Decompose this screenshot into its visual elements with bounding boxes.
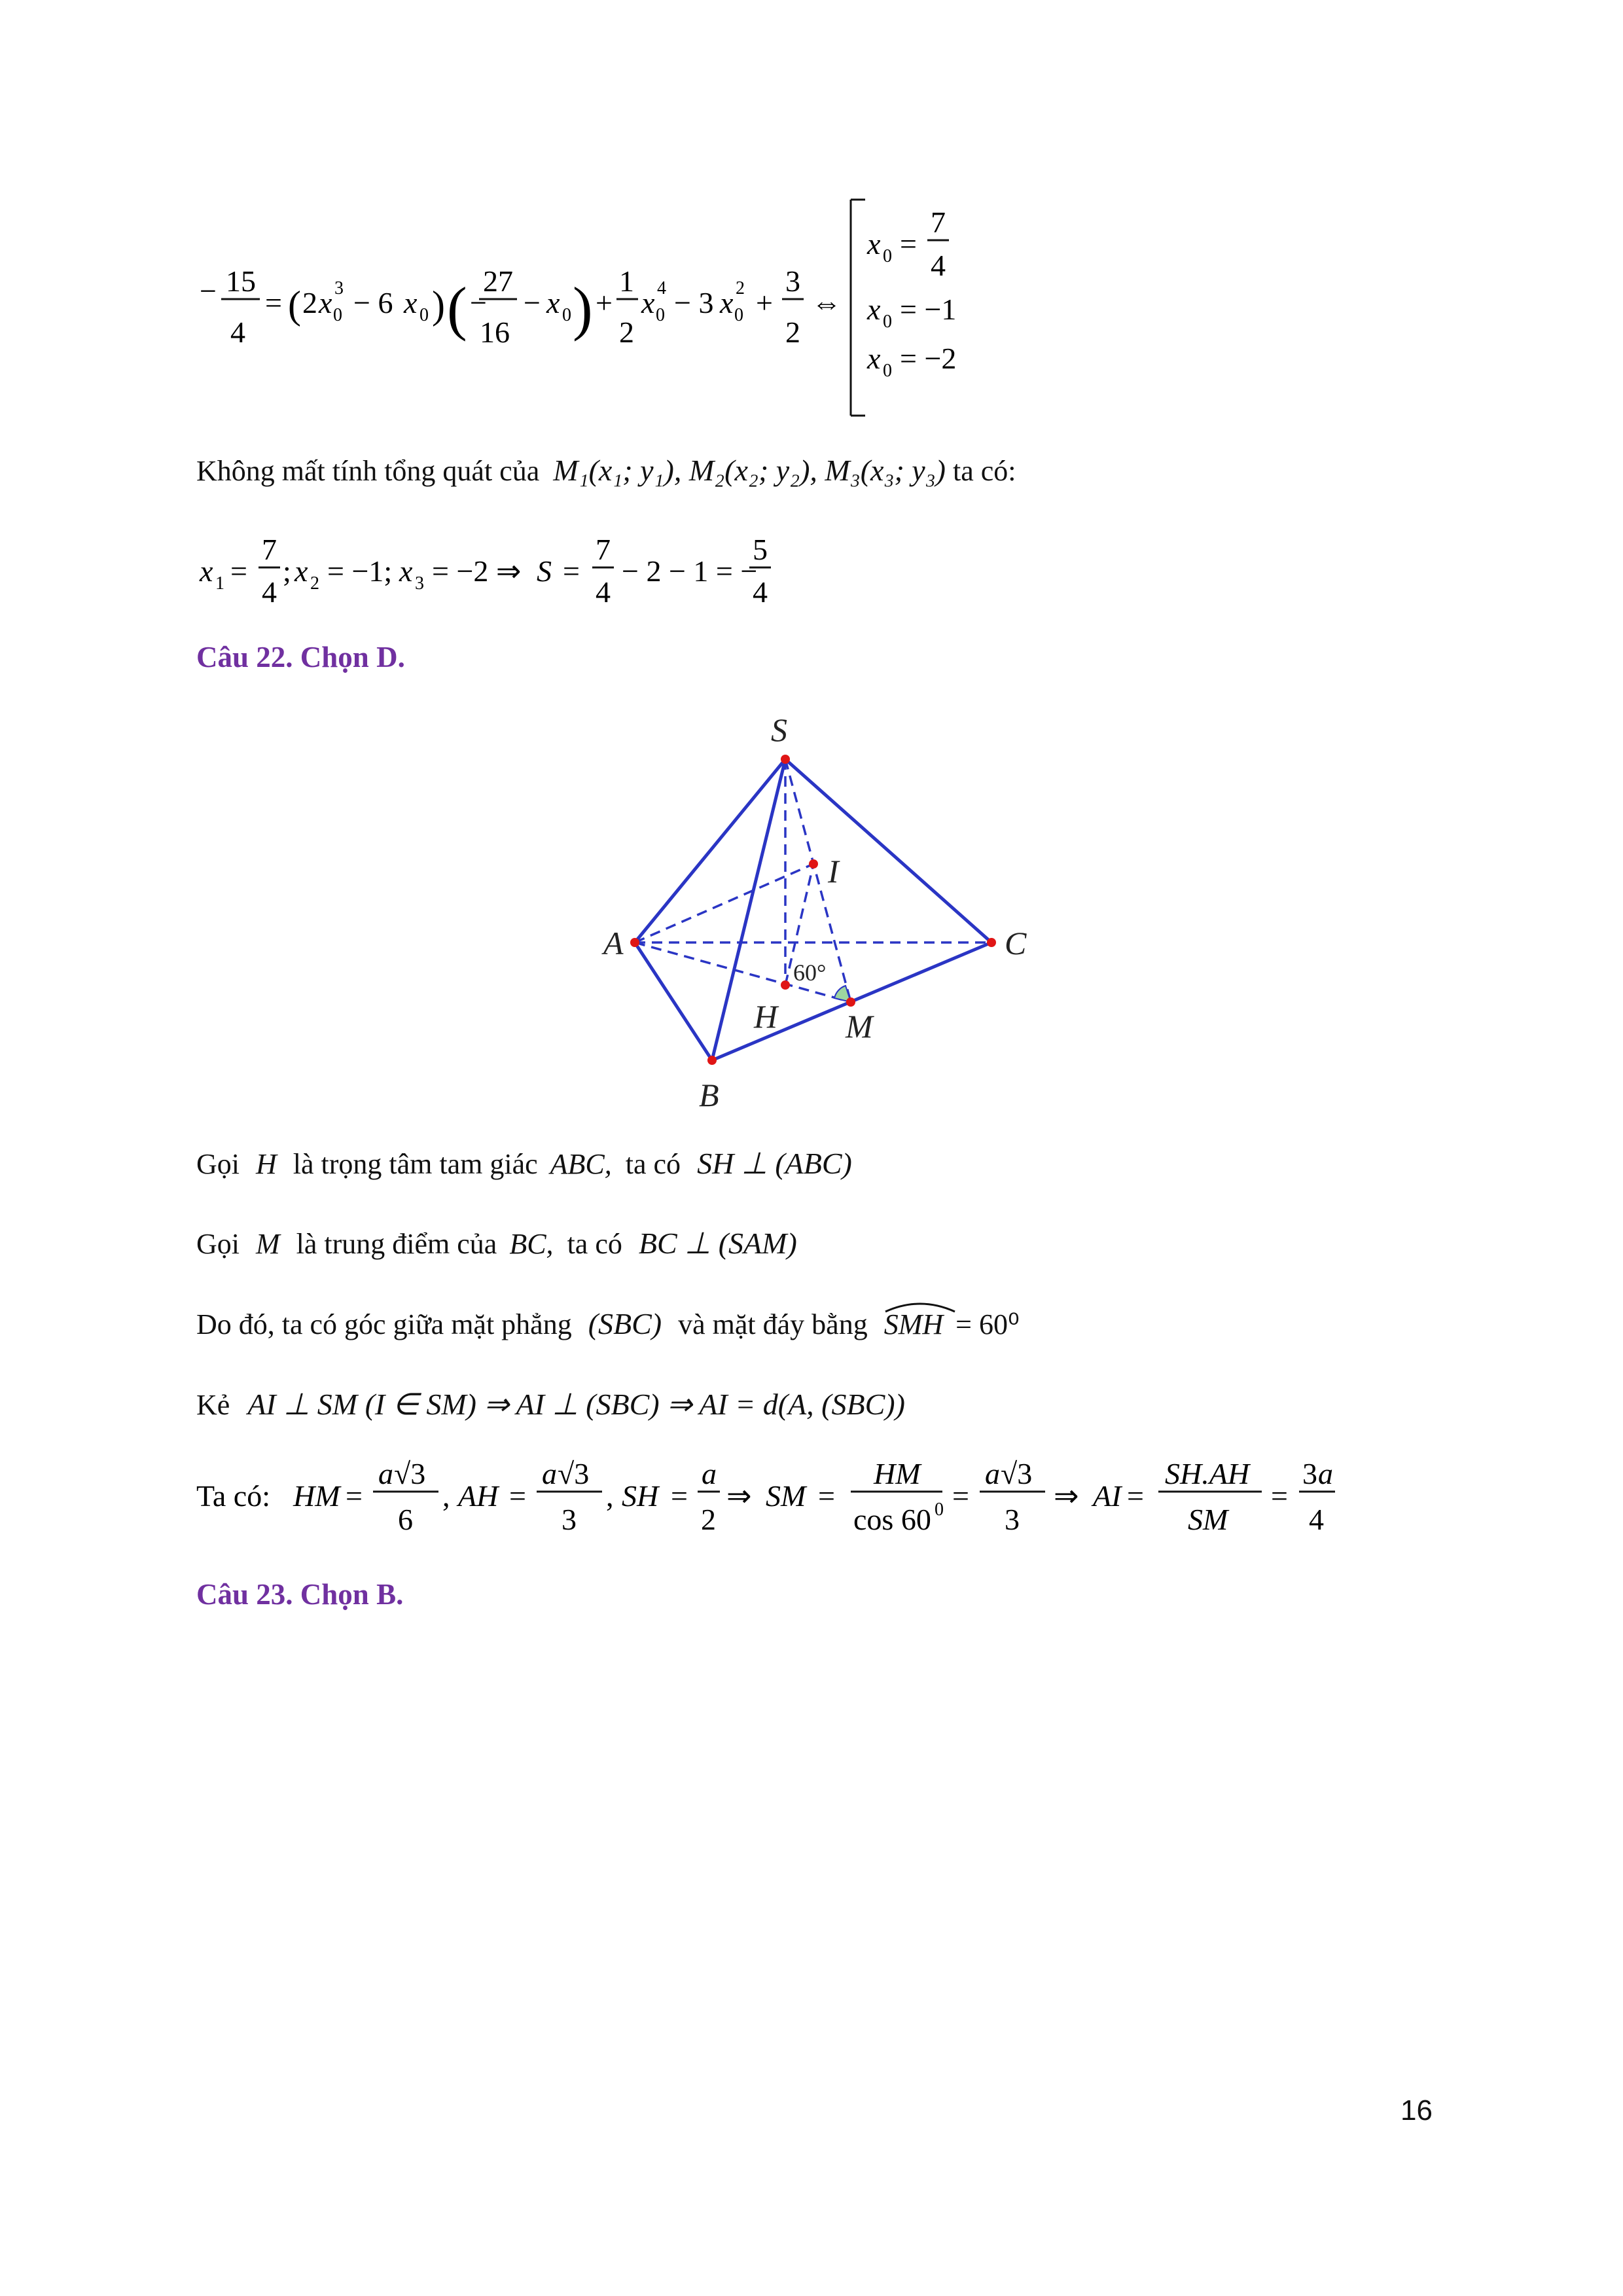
point-B [707, 1056, 717, 1065]
svg-text:5: 5 [753, 533, 768, 566]
svg-text:7: 7 [931, 206, 946, 239]
line2-pre: Gọi [196, 1228, 240, 1260]
svg-text:a: a [378, 1457, 393, 1490]
label-I: I [828, 853, 839, 889]
svg-text:4: 4 [1309, 1503, 1324, 1536]
svg-text:7: 7 [262, 533, 277, 566]
top-equation-svg [0, 0, 1623, 458]
svg-text:,: , [442, 1479, 450, 1513]
svg-text:0: 0 [419, 305, 429, 325]
svg-text:0: 0 [734, 305, 743, 325]
line2-post: ta có [567, 1228, 622, 1260]
svg-text:=: = [1271, 1479, 1288, 1513]
general-statement-text: Không mất tính tổng quát của [196, 455, 540, 487]
svg-text:= −2: = −2 [900, 342, 957, 375]
svg-text:HM: HM [293, 1479, 340, 1513]
svg-text:(: ( [447, 275, 467, 342]
svg-text:(: ( [288, 283, 301, 327]
svg-text:− 6: − 6 [353, 286, 393, 319]
svg-text:x: x [200, 554, 213, 588]
line1-var: H [256, 1148, 277, 1180]
label-C: C [1005, 925, 1027, 961]
line1-post: ta có [625, 1148, 681, 1180]
svg-text:2: 2 [701, 1503, 716, 1536]
svg-text:): ) [432, 283, 445, 327]
point-M [846, 997, 855, 1007]
svg-text:cos 60: cos 60 [853, 1503, 931, 1536]
svg-text:1: 1 [215, 573, 224, 594]
svg-text:⇔: ⇔ [812, 286, 842, 319]
svg-text:2: 2 [310, 573, 319, 594]
line3-plane: (SBC) [588, 1307, 662, 1340]
line2-obj: BC, [509, 1228, 554, 1260]
label-H: H [754, 998, 778, 1035]
svg-text:SM: SM [1188, 1503, 1228, 1536]
line2-mid: là trung điểm của [296, 1228, 497, 1260]
edge-AB [635, 942, 712, 1060]
svg-text:= −1;: = −1; [327, 554, 393, 588]
svg-text:1: 1 [619, 264, 634, 298]
svg-text:0: 0 [656, 305, 665, 325]
line4-pre: Kẻ [196, 1389, 230, 1421]
svg-text:S: S [537, 554, 552, 588]
svg-text:4: 4 [262, 575, 277, 602]
line1-mid: là trọng tâm tam giác [293, 1148, 538, 1180]
label-M: M [846, 1008, 873, 1045]
svg-text:;: ; [283, 554, 291, 588]
angle-hat-icon [884, 1300, 956, 1313]
svg-text:2: 2 [736, 278, 745, 298]
svg-text:4: 4 [931, 249, 946, 282]
svg-text:3: 3 [1302, 1457, 1317, 1490]
svg-text:3: 3 [785, 264, 800, 298]
solution-line-2 [196, 1225, 797, 1261]
segment-AI [635, 864, 813, 942]
svg-text:= −1: = −1 [900, 293, 957, 326]
svg-text:2: 2 [619, 315, 634, 349]
svg-text:): ) [573, 275, 593, 342]
svg-text:√3: √3 [1001, 1457, 1033, 1490]
svg-text:=: = [952, 1479, 969, 1513]
svg-text:27: 27 [483, 264, 513, 298]
svg-text:x: x [546, 286, 560, 319]
point-C [987, 938, 996, 947]
line1-obj: ABC, [550, 1148, 612, 1180]
svg-text:⇒: ⇒ [726, 1479, 752, 1513]
svg-text:0: 0 [333, 305, 342, 325]
svg-text:x: x [294, 554, 308, 588]
solution-line-3 [196, 1306, 1020, 1341]
svg-text:AI: AI [1093, 1479, 1122, 1513]
general-statement-suffix: ta có: [953, 455, 1016, 487]
values-line-svg [0, 524, 1623, 602]
svg-text:0: 0 [562, 305, 571, 325]
svg-text:x: x [720, 286, 734, 319]
svg-text:x: x [404, 286, 418, 319]
svg-text:x: x [399, 554, 413, 588]
svg-text:3: 3 [334, 278, 344, 298]
svg-text:=: = [509, 1479, 526, 1513]
line2-var: M [256, 1228, 280, 1260]
svg-text:a: a [542, 1457, 557, 1490]
solution-line-4 [196, 1386, 905, 1422]
svg-text:7: 7 [596, 533, 611, 566]
svg-text:4: 4 [753, 575, 768, 602]
svg-text:a: a [702, 1457, 717, 1490]
line4-math: AI ⊥ SM (I ∈ SM) ⇒ AI ⊥ (SBC) ⇒ AI = d(A, (SBC)) [247, 1388, 905, 1421]
svg-text:− 2 − 1 = −: − 2 − 1 = − [622, 554, 758, 588]
svg-text:,: , [606, 1479, 614, 1513]
svg-text:=: = [818, 1479, 835, 1513]
svg-text:SM: SM [766, 1479, 806, 1513]
svg-text:= −2 ⇒: = −2 ⇒ [432, 554, 522, 588]
line5-svg [0, 1450, 1623, 1541]
svg-text:=: = [1127, 1479, 1144, 1513]
svg-text:x: x [319, 286, 332, 319]
svg-text:√3: √3 [394, 1457, 426, 1490]
svg-text:4: 4 [657, 278, 666, 298]
label-B: B [699, 1077, 719, 1113]
svg-text:x: x [867, 227, 881, 260]
svg-text:=: = [900, 227, 917, 260]
svg-text:4: 4 [230, 315, 245, 349]
angle-label: 60° [793, 960, 827, 986]
line3-pre: Do đó, ta có góc giữa mặt phẳng [196, 1308, 572, 1340]
svg-text:=: = [230, 554, 247, 588]
line1-pre: Gọi [196, 1148, 240, 1180]
label-A: A [603, 925, 624, 961]
svg-text:3: 3 [562, 1503, 577, 1536]
line1-math: SH ⊥ (ABC) [697, 1147, 852, 1180]
edge-SC [785, 759, 991, 942]
svg-text:0: 0 [883, 312, 892, 332]
pyramid-figure [576, 707, 1034, 1126]
point-I [809, 859, 818, 869]
svg-text:16: 16 [480, 315, 510, 349]
svg-text:6: 6 [398, 1503, 413, 1536]
svg-text:3: 3 [415, 573, 424, 594]
svg-text:0: 0 [935, 1499, 944, 1520]
svg-text:3: 3 [1005, 1503, 1020, 1536]
points-expression: M₁(x₁; y₁), M₂(x₂; y₂), M₃(x₃; y₃) [553, 454, 946, 487]
svg-text:HM: HM [874, 1457, 921, 1490]
svg-text:− 3: − 3 [674, 286, 714, 319]
svg-text:√3: √3 [558, 1457, 590, 1490]
svg-text:2: 2 [785, 315, 800, 349]
svg-text:0: 0 [883, 246, 892, 266]
label-S: S [771, 711, 787, 748]
line2-math: BC ⊥ (SAM) [638, 1227, 797, 1260]
svg-text:−: − [524, 286, 541, 319]
svg-text:Ta có:: Ta có: [196, 1479, 271, 1513]
point-A [630, 938, 639, 947]
solution-line-1 [196, 1145, 852, 1181]
svg-text:a: a [985, 1457, 1000, 1490]
page-number: 16 [1400, 2094, 1433, 2126]
svg-text:=: = [265, 286, 282, 319]
svg-text:AH: AH [458, 1479, 499, 1513]
question-22-heading: Câu 22. Chọn D. [196, 641, 405, 673]
svg-text:+: + [596, 286, 613, 319]
svg-text:=: = [671, 1479, 688, 1513]
line3-value: = 60⁰ [955, 1308, 1020, 1340]
svg-text:+: + [756, 286, 773, 319]
svg-text:−: − [200, 274, 217, 308]
line3-angle [884, 1308, 943, 1341]
svg-text:2: 2 [302, 286, 317, 319]
point-S [781, 755, 790, 764]
svg-text:x: x [867, 293, 881, 326]
svg-text:x: x [641, 286, 655, 319]
svg-text:=: = [563, 554, 580, 588]
question-23-heading: Câu 23. Chọn B. [196, 1578, 404, 1611]
svg-text:a: a [1318, 1457, 1333, 1490]
svg-text:4: 4 [596, 575, 611, 602]
svg-text:x: x [867, 342, 881, 375]
svg-text:−: − [470, 286, 487, 319]
line3-angle-text: SMH [883, 1308, 944, 1340]
svg-text:⇒: ⇒ [1054, 1479, 1079, 1513]
svg-text:=: = [346, 1479, 363, 1513]
svg-text:15: 15 [226, 264, 256, 298]
svg-text:0: 0 [883, 361, 892, 381]
svg-text:SH: SH [622, 1479, 659, 1513]
line3-mid: và mặt đáy bằng [678, 1308, 868, 1340]
svg-text:SH.AH: SH.AH [1165, 1457, 1250, 1490]
point-H [781, 980, 790, 990]
general-statement [196, 453, 1016, 488]
